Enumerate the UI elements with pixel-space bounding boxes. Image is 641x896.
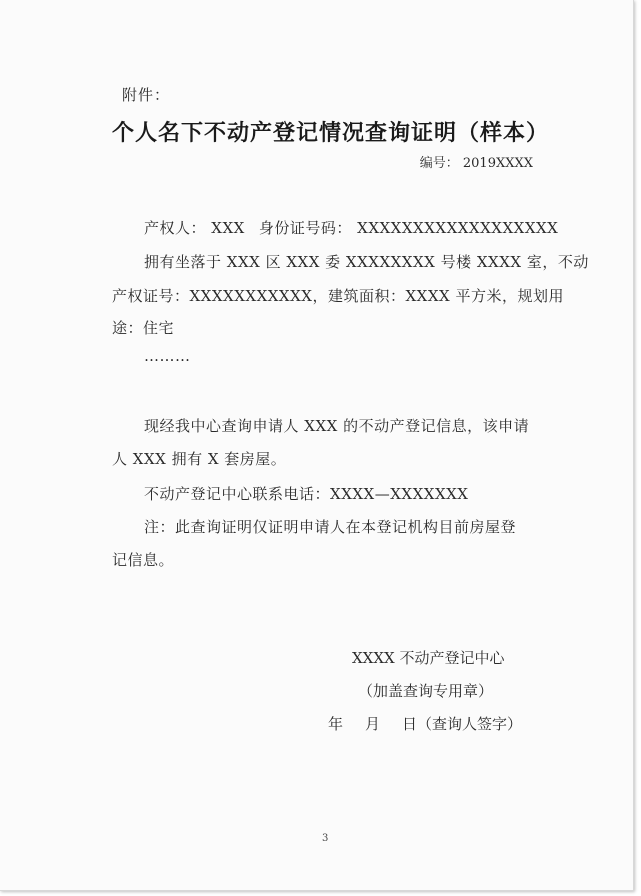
- number-label: 编号：: [419, 156, 459, 171]
- id-value: XXXXXXXXXXXXXXXXXX: [357, 219, 559, 237]
- note-line-1: 注：此查询证明仅证明申请人在本登记机构目前房屋登: [144, 518, 517, 536]
- owner-label: 产权人：: [144, 219, 207, 237]
- date-day: 日: [402, 715, 418, 733]
- organization-name: XXXX 不动产登记中心: [352, 649, 505, 667]
- property-line-3: 途：住宅: [112, 319, 175, 337]
- number-value: 2019XXXX: [462, 156, 533, 171]
- contact-value: XXXX—XXXXXXX: [330, 485, 469, 503]
- date-signature-line: [328, 713, 522, 734]
- owner-line: [144, 217, 558, 238]
- note-line-2: 记信息。: [112, 551, 175, 569]
- property-line-1: 拥有坐落于 XXX 区 XXX 委 XXXXXXXX 号楼 XXXX 室，不动: [144, 253, 589, 271]
- document-title: 个人名下不动产登记情况查询证明（样本）: [112, 120, 550, 146]
- result-line-2: 人 XXX 拥有 X 套房屋。: [112, 450, 287, 468]
- ellipsis: ………: [144, 347, 191, 365]
- document-number: [420, 152, 533, 171]
- contact-line: [144, 483, 468, 504]
- date-year: 年: [328, 715, 344, 733]
- page-number: 3: [322, 833, 329, 844]
- contact-label: 不动产登记中心联系电话：: [144, 485, 331, 503]
- attachment-label: 附件：: [122, 86, 171, 104]
- owner-value: XXX: [211, 219, 245, 237]
- result-line-1: 现经我中心查询申请人 XXX 的不动产登记信息，该申请: [144, 417, 530, 435]
- signature-note: （查询人签字）: [417, 715, 523, 733]
- seal-note: （加盖查询专用章）: [358, 682, 494, 700]
- id-label: 身份证号码：: [258, 219, 352, 237]
- property-line-2: 产权证号：XXXXXXXXXXX，建筑面积：XXXX 平方米，规划用: [112, 287, 564, 305]
- date-month: 月: [365, 715, 381, 733]
